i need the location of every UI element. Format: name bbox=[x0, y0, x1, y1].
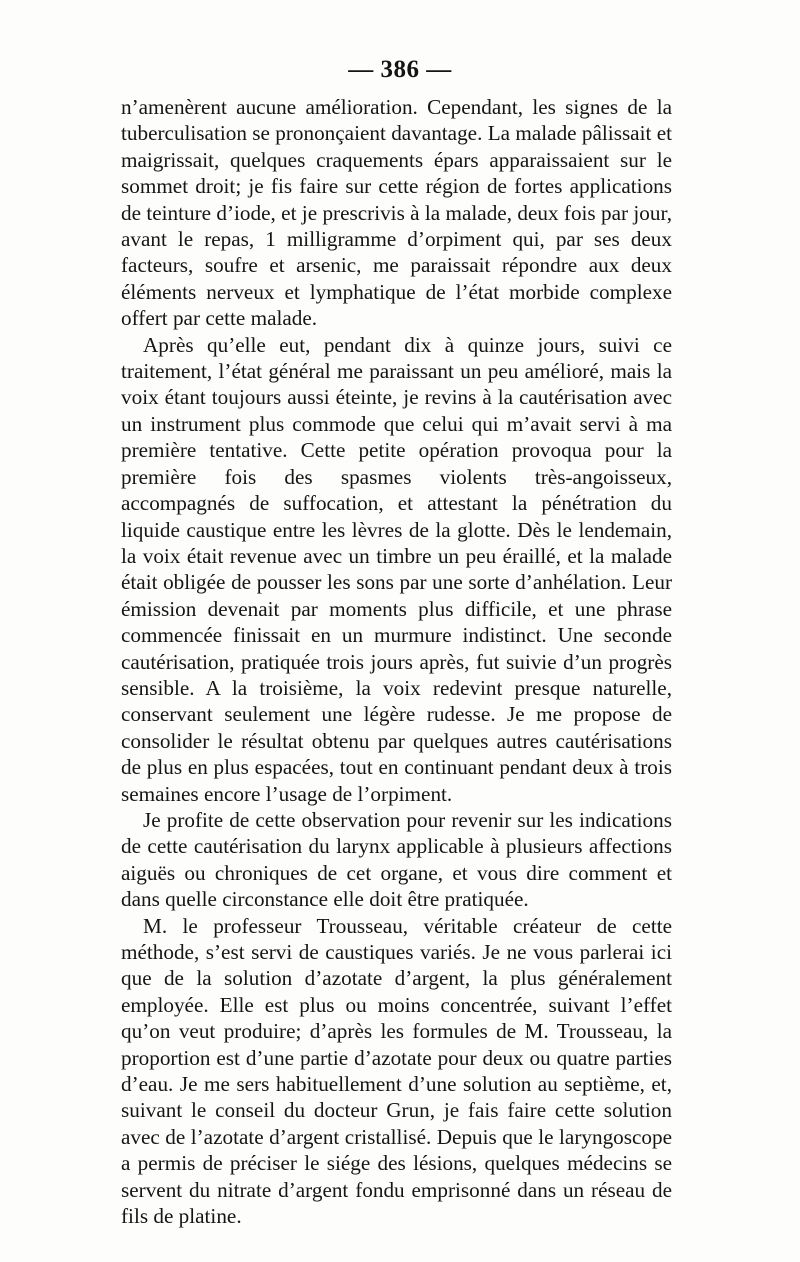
page-number: — 386 — bbox=[348, 56, 452, 83]
paragraph-indications: Je profite de cette observation pour revenir sur les indications de cette cautérisation du larynx applicable à plusieurs affections aiguës ou chroniques de cet organe, et vous dire comment et dans quelle circonstance elle doit être pratiquée. bbox=[121, 807, 672, 912]
paragraph-treatment: Après qu’elle eut, pendant dix à quinze jours, suivi ce traitement, l’état général me paraissant un peu amélioré, mais la voix étant toujours aussi éteinte, je revins à la cautérisation avec un instrument plus commode que celui qui m’avait servi à ma première tentative. Cette petite opération provoqua pour la première fois des spasmes violents très-angoisseux, accompagnés de suffocation, et attestant la pénétration du liquide caustique entre les lèvres de la glotte. Dès le lendemain, la voix était revenue avec un timbre un peu éraillé, et la malade était obligée de pousser les sons par une sorte d’anhélation. Leur émission devenait par moments plus difficile, et une phrase commencée finissait en un murmure indistinct. Une seconde cautérisation, pratiquée trois jours après, fut suivie d’un progrès sensible. A la troisième, la voix redevint presque naturelle, conservant seulement une légère rudesse. Je me propose de consolider le résultat obtenu par quelques autres cautérisations de plus en plus espacées, tout en continuant pendant deux à trois semaines encore l’usage de l’orpiment. bbox=[121, 332, 672, 806]
paragraph-continuation: n’amenèrent aucune amélioration. Cependant, les signes de la tuberculisation se prononçaient davantage. La malade pâlissait et maigrissait, quelques craquements épars apparaissaient sur le sommet droit; je fis faire sur cette région de fortes applications de teinture d’iode, et je prescrivis à la malade, deux fois par jour, avant le repas, 1 milligramme d’orpiment qui, par ses deux facteurs, soufre et arsenic, me paraissait répondre aux deux éléments nerveux et lymphatique de l’état morbide complexe offert par cette malade. bbox=[121, 95, 672, 331]
paragraph-trousseau-method: M. le professeur Trousseau, véritable créateur de cette méthode, s’est servi de caustiques variés. Je ne vous parlerai ici que de la solution d’azotate d’argent, la plus généralement employée. Elle est plus ou moins concentrée, suivant l’effet qu’on veut produire; d’après les formules de M. Trousseau, la proportion est d’une partie d’azotate pour deux ou quatre parties d’eau. Je me sers habituellement d’une solution au septième, et, suivant le conseil du docteur Grun, je fais faire cette solution avec de l’azotate d’argent cristallisé. Depuis que le laryngoscope a permis de préciser le siége des lésions, quelques médecins se servent du nitrate d’argent fondu emprisonné dans un réseau de fils de platine. bbox=[121, 913, 672, 1229]
body-text bbox=[121, 94, 672, 1229]
